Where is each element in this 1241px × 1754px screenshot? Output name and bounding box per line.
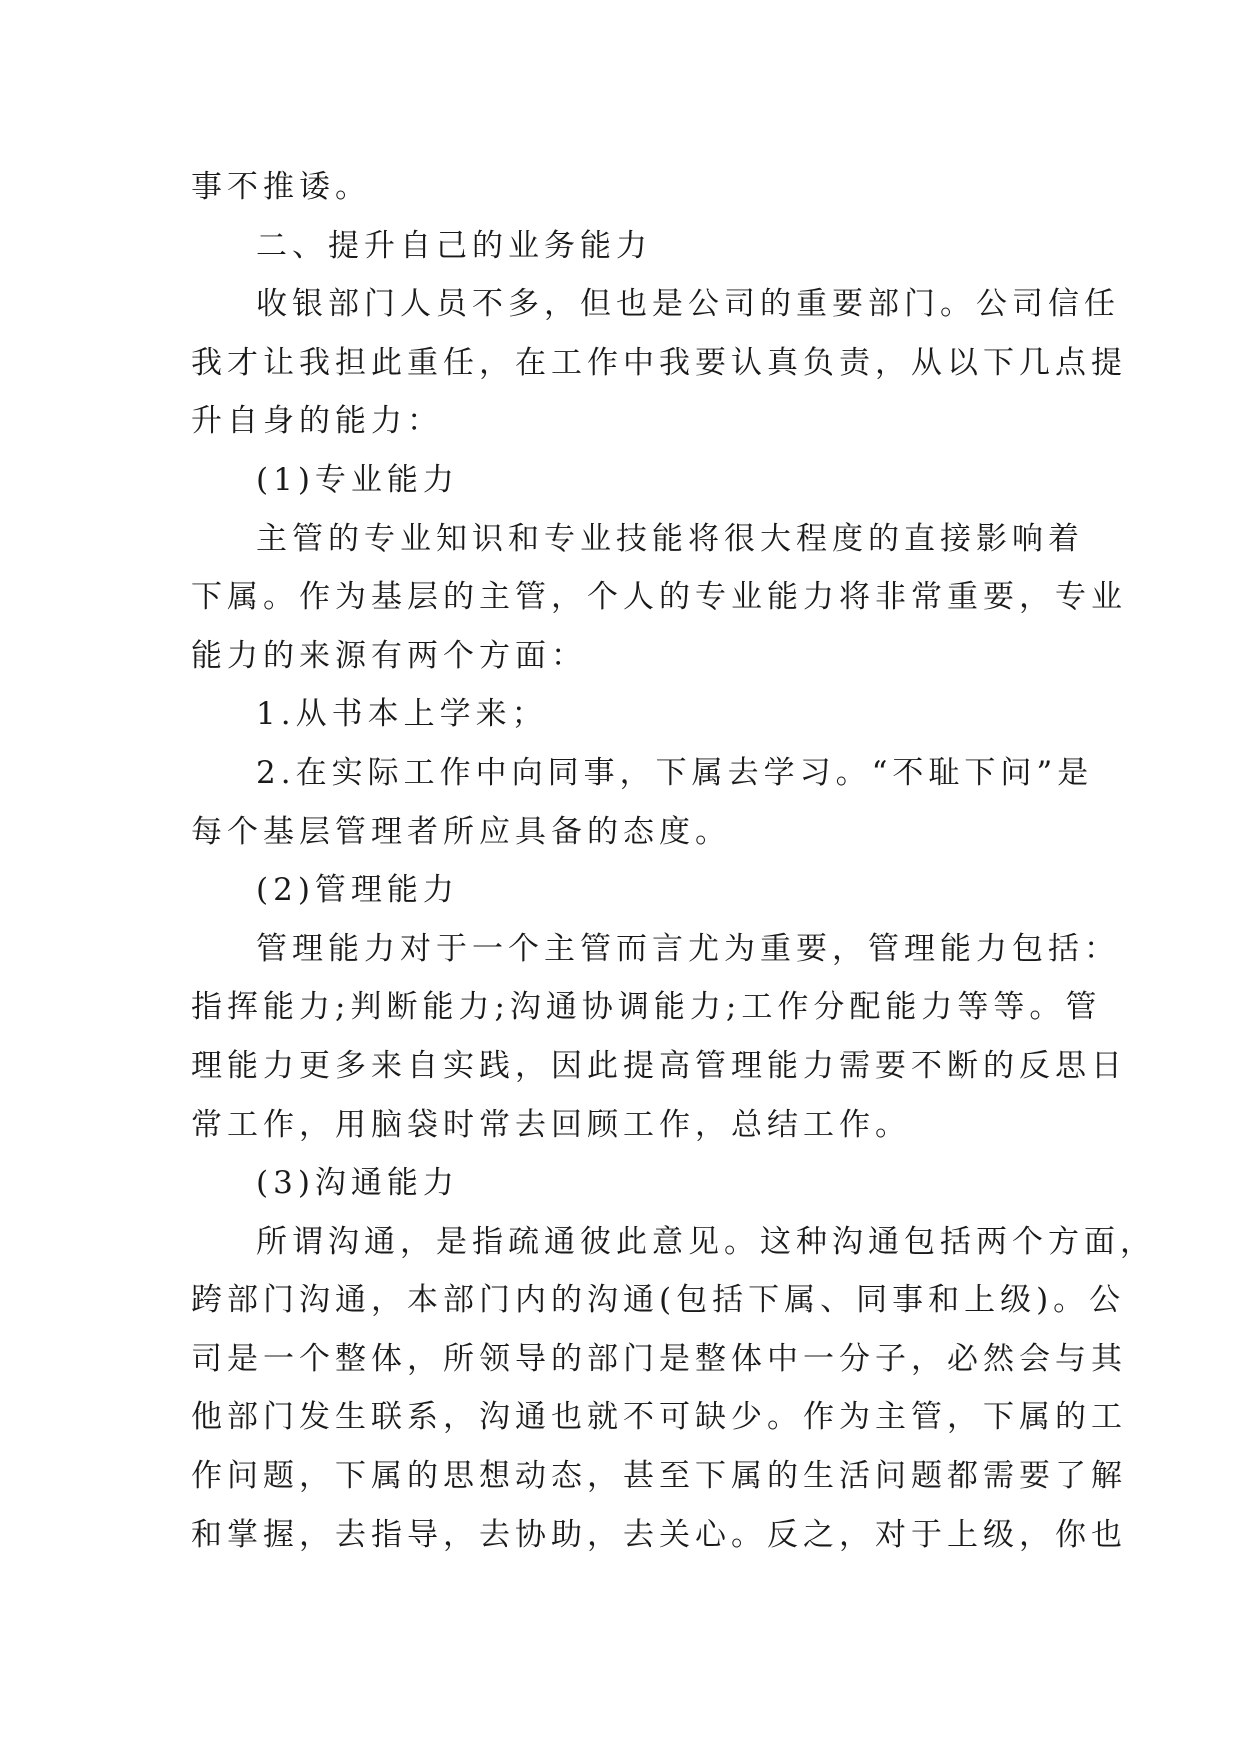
list-item: 2.在实际工作中向同事，下属去学习。“不耻下问”是 xyxy=(256,754,1094,791)
text-line: 升自身的能力： xyxy=(191,403,443,440)
text-line: 我才让我担此重任，在工作中我要认真负责，从以下几点提 xyxy=(191,344,1127,381)
subsection-heading: (2)管理能力 xyxy=(256,872,459,909)
subsection-heading: (3)沟通能力 xyxy=(256,1165,459,1202)
text-line: 收银部门人员不多，但也是公司的重要部门。公司信任 xyxy=(256,286,1120,323)
text-line: 指挥能力;判断能力;沟通协调能力;工作分配能力等等。管 xyxy=(191,989,1102,1026)
text-line: 司是一个整体，所领导的部门是整体中一分子，必然会与其 xyxy=(191,1340,1127,1377)
text-line: 事不推诿。 xyxy=(191,169,371,205)
list-item: 1.从书本上学来； xyxy=(256,696,548,733)
text-line: 作问题，下属的思想动态，甚至下属的生活问题都需要了解 xyxy=(191,1458,1127,1495)
text-line: 所谓沟通，是指疏通彼此意见。这种沟通包括两个方面， xyxy=(256,1223,1156,1260)
text-line: 常工作，用脑袋时常去回顾工作，总结工作。 xyxy=(191,1106,911,1143)
text-line: 他部门发生联系，沟通也就不可缺少。作为主管，下属的工 xyxy=(191,1399,1127,1436)
text-line: 每个基层管理者所应具备的态度。 xyxy=(191,813,731,850)
text-line: 主管的专业知识和专业技能将很大程度的直接影响着 xyxy=(256,520,1084,557)
text-line: 下属。作为基层的主管，个人的专业能力将非常重要，专业 xyxy=(191,579,1127,616)
section-heading: 二、提升自己的业务能力 xyxy=(256,227,652,264)
text-line: 能力的来源有两个方面： xyxy=(191,637,587,674)
text-line: 跨部门沟通，本部门内的沟通(包括下属、同事和上级)。公 xyxy=(191,1282,1126,1319)
text-line: 管理能力对于一个主管而言尤为重要，管理能力包括： xyxy=(256,930,1120,967)
subsection-heading: (1)专业能力 xyxy=(256,461,459,498)
text-line: 理能力更多来自实践，因此提高管理能力需要不断的反思日 xyxy=(191,1047,1127,1084)
text-line: 和掌握，去指导，去协助，去关心。反之，对于上级，你也 xyxy=(191,1516,1127,1553)
document-body xyxy=(191,158,1156,1564)
